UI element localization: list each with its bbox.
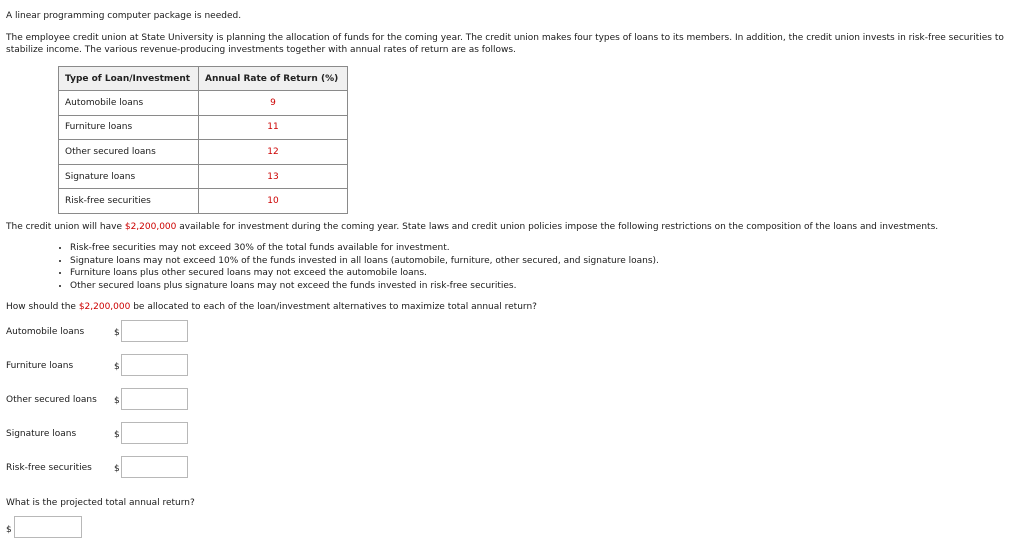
dollar-sign: $	[6, 525, 12, 535]
dollar-sign: $	[114, 396, 120, 406]
automobile-loans-input[interactable]	[121, 320, 188, 342]
other-secured-loans-input[interactable]	[121, 388, 188, 410]
header-type: Type of Loan/Investment	[59, 67, 199, 91]
row-type: Automobile loans	[59, 91, 199, 116]
row-rate: 10	[199, 189, 348, 214]
availability-after: available for investment during the coming year. State laws and credit union policies impose the following restrictions on the composition of the loans and investments.	[176, 222, 939, 232]
list-item: • Other secured loans plus signature loans may not exceed the funds invested in risk-free securities.	[70, 280, 659, 293]
row-rate: 11	[199, 115, 348, 140]
restrictions-list	[58, 242, 659, 293]
dollar-sign: $	[114, 362, 120, 372]
table-row	[59, 164, 348, 189]
header-rate: Annual Rate of Return (%)	[199, 67, 348, 91]
table-row	[59, 115, 348, 140]
row-rate: 9	[199, 91, 348, 116]
row-type: Risk-free securities	[59, 189, 199, 214]
list-item: • Signature loans may not exceed 10% of the funds invested in all loans (automobile, furniture, other secured, and signature loans).	[70, 255, 659, 268]
row-rate: 13	[199, 164, 348, 189]
availability-text	[6, 222, 938, 232]
risk-free-securities-label: Risk-free securities	[6, 463, 92, 473]
availability-before: The credit union will have	[6, 222, 125, 232]
problem-text: The employee credit union at State University is planning the allocation of funds for the coming year. The credit union makes four types of loans to its members. In addition, the credit union invests in risk-free securities to stabilize income. The various revenue-producing investments together with annual rates of return are as follows.	[6, 33, 1004, 55]
dollar-sign: $	[114, 328, 120, 338]
availability-amount: $2,200,000	[124, 222, 177, 232]
question-amount: $2,200,000	[78, 302, 131, 312]
dollar-sign: $	[114, 430, 120, 440]
signature-loans-label: Signature loans	[6, 429, 77, 439]
return-question: What is the projected total annual return?	[6, 498, 195, 508]
risk-free-securities-input[interactable]	[121, 456, 188, 478]
row-type: Signature loans	[59, 164, 199, 189]
dollar-sign: $	[114, 464, 120, 474]
row-type: Other secured loans	[59, 140, 199, 165]
rates-table	[58, 66, 348, 214]
furniture-loans-label: Furniture loans	[6, 361, 74, 371]
automobile-loans-label: Automobile loans	[6, 327, 85, 337]
signature-loans-input[interactable]	[121, 422, 188, 444]
table-row	[59, 91, 348, 116]
total-return-input[interactable]	[14, 516, 82, 538]
question-before: How should the	[6, 302, 79, 312]
furniture-loans-input[interactable]	[121, 354, 188, 376]
table-row	[59, 140, 348, 165]
row-type: Furniture loans	[59, 115, 199, 140]
list-item: • Risk-free securities may not exceed 30% of the total funds available for investment.	[70, 242, 659, 255]
table-header-row	[59, 67, 348, 91]
row-rate: 12	[199, 140, 348, 165]
table-row	[59, 189, 348, 214]
intro-text: A linear programming computer package is needed.	[6, 11, 242, 21]
allocation-question	[6, 302, 537, 312]
list-item: • Furniture loans plus other secured loans may not exceed the automobile loans.	[70, 267, 659, 280]
other-secured-loans-label: Other secured loans	[6, 395, 97, 405]
question-after: be allocated to each of the loan/investment alternatives to maximize total annual return?	[130, 302, 537, 312]
